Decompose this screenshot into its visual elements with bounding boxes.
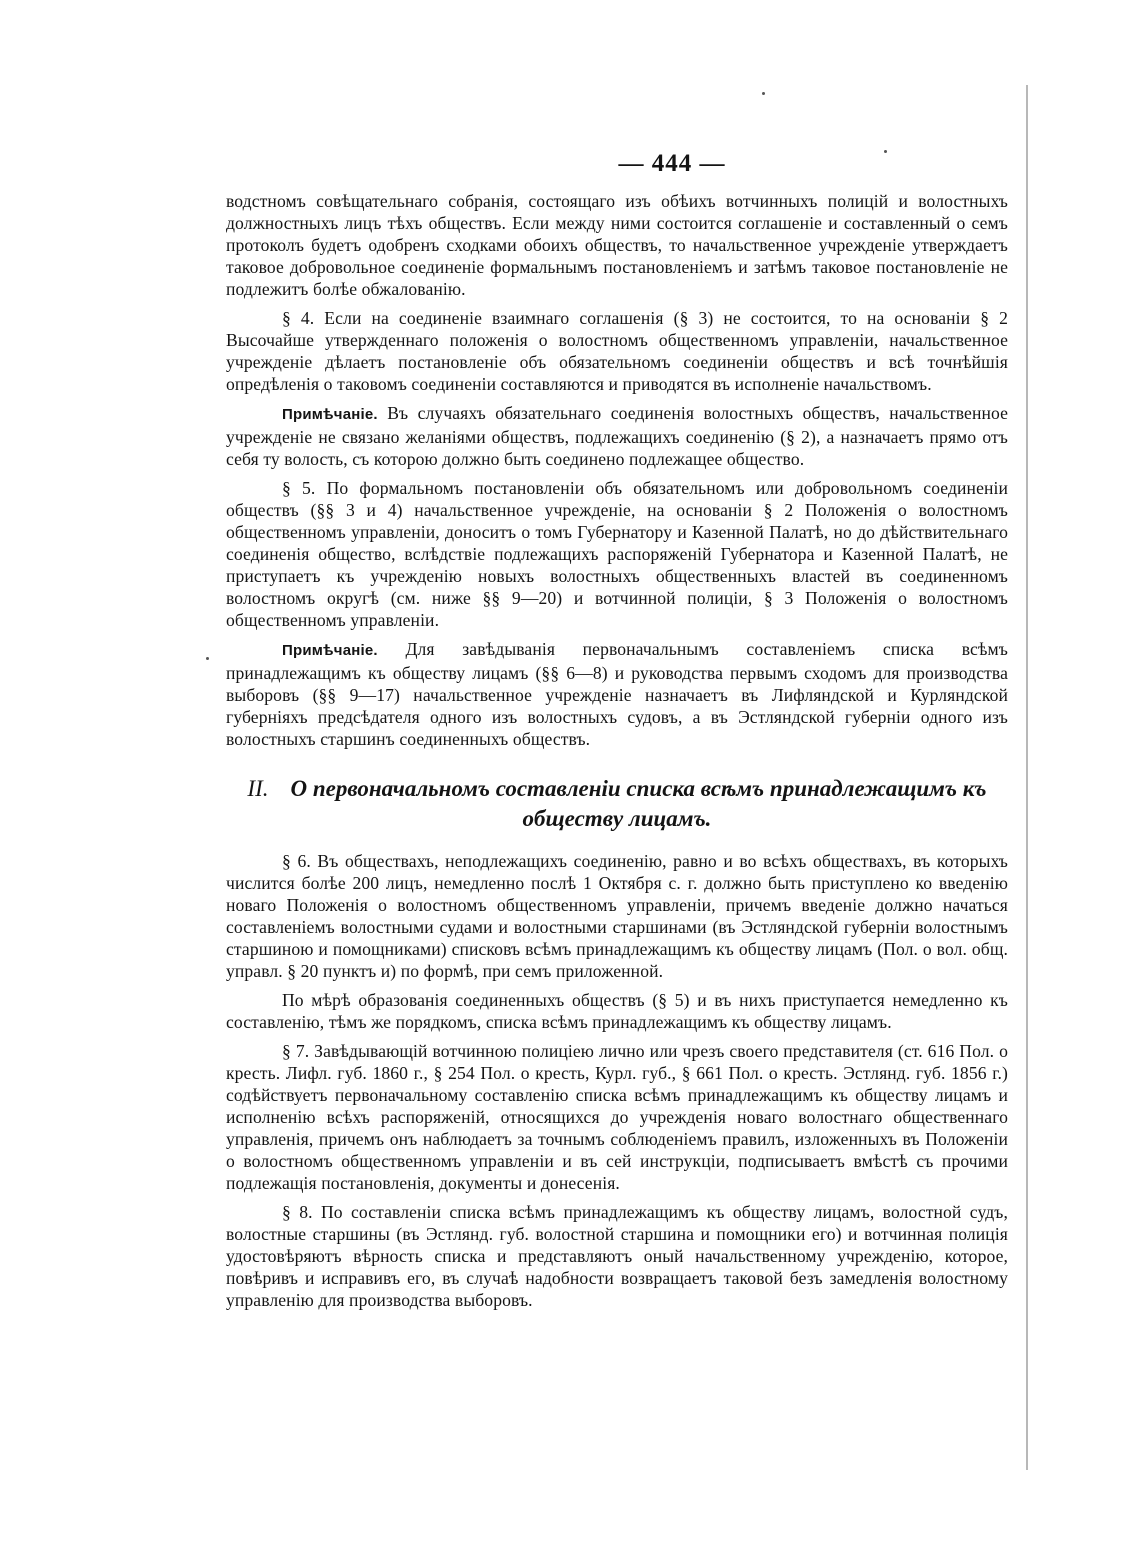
scan-speck [206,657,209,660]
note-1-text: Въ случаяхъ обязательнаго соединенія волостныхъ обществъ, начальственное учрежденіе не связано желаніями обществъ, подлежащихъ соединенію (§ 2), а назначаетъ прямо отъ себя ту волость, съ которою должно быть соединено подлежащее общество. [226,403,1009,469]
page-number: — 444 — [618,150,726,177]
section-title: О первоначальномъ составленіи списка всѣмъ принадлежащимъ къ обществу лицамъ. [290,776,987,831]
note-1-label: Примѣчаніе. [282,406,378,423]
paragraph-section-8: § 8. По составленіи списка всѣмъ принадлежащимъ къ обществу лицамъ, волостной судъ, волостные старшины (въ Эстлянд. губ. волостной старшина и помощники его) и вотчинная полиція удостовѣряютъ вѣрность списка и представляютъ оный начальственному учрежденію, которое, повѣривъ и исправивъ его, въ случаѣ надобности возвращаетъ таковой безъ замедленія волостному управленію для производства выборовъ. [226,1202,1008,1310]
note-1 [226,402,1008,470]
paragraph-section-7: § 7. Завѣдывающій вотчинною полиціею лично или чрезъ своего представителя (ст. 616 Пол. о кресть. Лифл. губ. 1860 г., § 254 Пол. о кресть, Курл. губ., § 661 Пол. о кресть. Эстлянд. губ. 1856 г.) содѣйствуетъ первоначальному составленію списка всѣмъ принадлежащимъ къ обществу лицамъ и исполненію всѣхъ распоряженій, относящихся до учрежденія новаго волостнаго общественнаго управленія, причемъ онъ наблюдаетъ за точнымъ соблюденіемъ правилъ, изложенныхъ въ Положеніи о волостномъ общественномъ управленіи и въ сей инструкціи, подписываетъ вмѣстѣ съ прочими подлежащія постановленія, документы и донесенія. [226,1041,1008,1193]
page-edge-rule [1026,85,1028,1470]
document-page [226,150,1008,1318]
scan-speck [762,92,765,95]
paragraph-united-societies: По мѣрѣ образованія соединенныхъ обществъ (§ 5) и въ нихъ приступается немедленно къ составленію, тѣмъ же порядкомъ, списка всѣмъ принадлежащимъ къ обществу лицамъ. [226,990,1008,1032]
note-2-text: Для завѣдыванія первоначальнымъ составленіемъ списка всѣмъ принадлежащимъ къ обществу лицамъ (§§ 6—8) и руководства первымъ сходомъ для производства выборовъ (§§ 9—17) начальственное учрежденіе назначаетъ въ Лифляндской и Курляндской губерніяхъ предсѣдателя одного изъ волостныхъ судовъ, а въ Эстляндской губерніи одного изъ волостныхъ старшинъ соединенныхъ обществъ. [226,639,1008,749]
paragraph-section-6: § 6. Въ обществахъ, неподлежащихъ соединенію, равно и во всѣхъ обществахъ, въ которыхъ числится болѣе 200 лицъ, немедленно послѣ 1 Октября с. г. должно быть приступлено ко введенію новаго Положенія о волостномъ общественномъ управленіи, причемъ введеніе должно начаться составленіемъ волостными судами и волостными старшинами (въ Эстляндской губерніи волостнымъ старшиною и помощниками) списковъ всѣмъ принадлежащимъ къ обществу лицамъ (Пол. о вол. общ. управл. § 20 пунктъ и) по формѣ, при семъ приложенной. [226,851,1008,981]
note-2-label: Примѣчаніе. [282,642,378,659]
section-heading [226,774,1008,834]
paragraph-section-4: § 4. Если на соединеніе взаимнаго соглашенія (§ 3) не состоится, то на основаніи § 2 Высочайше утвержденнаго положенія о волостномъ общественномъ управленіи, начальственное учрежденіе дѣлаетъ постановленіе объ обязательномъ соединеніи обществъ и всѣ точнѣйшія опредѣленія о таковомъ соединеніи составляются и приводятся въ исполненіе начальствомъ. [226,308,1008,394]
paragraph-section-5: § 5. По формальномъ постановленіи объ обязательномъ или добровольномъ соединеніи обществъ (§§ 3 и 4) начальственное учрежденіе, на основаніи § 2 Положенія о волостномъ общественномъ управленіи, доноситъ о томъ Губернатору и Казенной Палатѣ, но до дѣйствительнаго соединенія общество, вслѣдствіе подлежащихъ распоряженій Губернатора и Казенной Палатѣ, не приступаетъ къ учрежденію новыхъ волостныхъ общественныхъ властей въ соединенномъ волостномъ округѣ (см. ниже §§ 9—20) и вотчинной полиціи, § 3 Положенія о волостномъ общественномъ управленіи. [226,478,1008,630]
paragraph-continuation: водстномъ совѣщательнаго собранія, состоящаго изъ обѣихъ вотчинныхъ полицій и волостныхъ должностныхъ лицъ тѣхъ обществъ. Если между ними состоится соглашеніе и составленный о семъ протоколъ будетъ одобренъ сходками обоихъ обществъ, то начальственное учрежденіе утверждаетъ таковое добровольное соединеніе формальнымъ постановленіемъ и затѣмъ таковое постановленіе не подлежитъ болѣе обжалованію. [226,191,1008,299]
note-2 [226,638,1008,750]
section-numeral: II. [247,776,269,801]
